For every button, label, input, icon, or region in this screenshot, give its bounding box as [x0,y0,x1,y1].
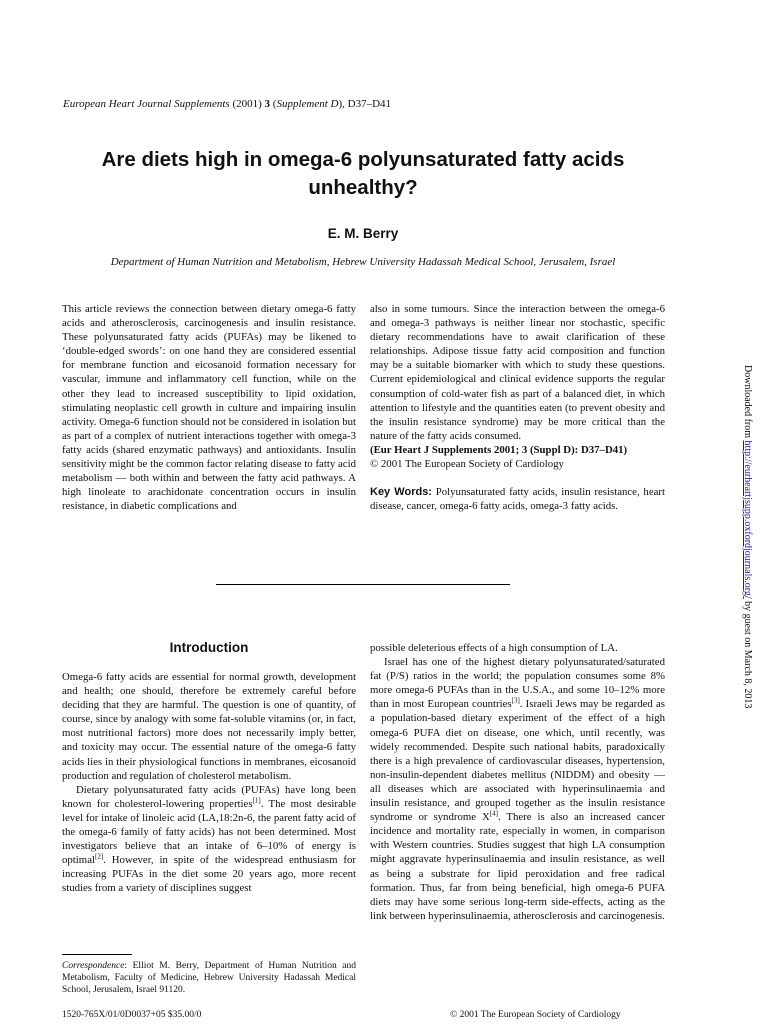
intro-p4-part-a: Israel has one of the highest dietary polyunsaturated/saturated fat (P/S) ratios in the world; the population consumes some 8% more omega-6 PUFAs than in the U.S.A., and some 10–12% more than in most European countries [370,656,665,711]
keywords [370,485,665,513]
footer-issn: 1520-765X/01/0D0037+05 $35.00/0 [62,1010,202,1020]
footnote-text: : Elliot M. Berry, Department of Human Nutrition and Metabolism, Faculty of Medicine, Hebrew University Hadassah Medical School, Jerusalem, Israel 91120. [62,961,356,995]
journal-link[interactable]: http://eurheartjsupp.oxfordjournals.org/ [742,440,753,599]
abstract-copyright: © 2001 The European Society of Cardiology [370,458,564,471]
intro-paragraph-4 [370,655,665,923]
intro-paragraph-3: possible deleterious effects of a high consumption of LA. [370,642,618,654]
journal-name: European Heart Journal Supplements [63,98,230,110]
intro-paragraph-1: Omega-6 fatty acids are essential for normal growth, development and health; one should, therefore be extremely careful before deciding that they are harmful. The question is one of quantity, of course, since by analogy with some fat-soluble vitamins (or, in fact, most nutritional factors) more does not necessarily imply better, and toxicity may occur. The essential nature of the omega-6 fatty acids lies in their physiological functions in membranes, eicosanoid production and regulation of cholesterol metabolism. [62,671,356,782]
keywords-label: Key Words: [370,486,432,499]
abstract-right-column [370,302,665,513]
journal-header: European Heart Journal Supplements (2001) 3 (Supplement D), D37–D41 [63,98,392,110]
abstract-citation: (Eur Heart J Supplements 2001; 3 (Suppl D): D37–D41) [370,443,628,456]
section-divider [216,584,510,585]
section-heading-introduction: Introduction [169,640,249,655]
reference-3[interactable]: [3] [511,696,520,705]
intro-p4-part-b: . Israeli Jews may be regarded as a population-based dietary experiment of the effect of a high omega-6 PUFA diet on disease, one which, until recently, was widely recommended. Despite such national habits, paradoxically there is a high prevalence of cardiovascular diseases, hypertension, non-insulin-dependent diabetes mellitus (NIDDM) and obesity — all diseases which are associated with hyperinsulinaemia and insulin resistance, and grouped together as the insulin resistance syndrome or syndrome X [370,698,665,824]
journal-pages: , D37–D41 [342,98,392,110]
journal-supplement: Supplement D [276,98,339,110]
article-author: E. M. Berry [327,226,399,241]
footer-copyright: © 2001 The European Society of Cardiology [450,1010,621,1020]
intro-p4-part-c: . There is also an increased cancer incidence and mortality rate, especially in women, in comparison with Western countries. Studies suggest that high LA consumption might aggravate hyperinsulinaemia and insulin resistance, as well as being a substrate for lipid peroxidation and free radical formation. Thus, far from being beneficial, high omega-6 PUFA diets may have some serious long-term side-effects, acting as the link between hyperinsulinaemia, atherosclerosis and carcinogenesis. [370,811,665,922]
body-right-column [370,641,665,923]
intro-p2-part-c: . However, in spite of the widespread enthusiasm for increasing PUFAs in the diet some 20 years ago, more recent studies from a variety of disciplines suggest [62,854,356,895]
intro-paragraph-2 [62,783,356,896]
download-sidebar [735,365,765,709]
abstract-text-right: also in some tumours. Since the interaction between the omega-6 and omega-3 pathways is neither linear nor stochastic, specific dietary recommendations have to await clarification of these relationships. Adipose tissue fatty acid composition and function may be a suitable biomarker with which to study these questions. Current epidemiological and clinical evidence supports the regular consumption of cold-water fish as part of a balanced diet, in which attention to lifestyle and the quantities eaten (to prevent obesity and the insulin resistance syndrome) may be more critical than the nature of the fatty acids consumed. [370,303,665,442]
footnote-label: Correspondence [62,961,125,971]
download-suffix: by guest on March 8, 2013 [742,598,753,709]
intro-p2-part-a: Dietary polyunsaturated fatty acids (PUFAs) have long been known for cholesterol-lowering properties [62,783,356,810]
reference-2[interactable]: [2] [95,852,104,861]
article-affiliation: Department of Human Nutrition and Metabolism, Hebrew University Hadassah Medical School, Jerusalem, Israel [110,256,616,268]
reference-4[interactable]: [4] [489,809,498,818]
reference-1[interactable]: [1] [252,796,261,805]
download-notice [742,365,753,708]
journal-volume: 3 [264,98,271,110]
footnote-divider [62,954,132,955]
journal-year: (2001) [232,98,262,110]
download-prefix: Downloaded from [742,365,753,441]
intro-p2-part-b: . The most desirable level for intake of linoleic acid (LA,18:2n-6, the parent fatty acid of the omega-6 family of fatty acids) has not been determined. Most investigators believe that an intake of 6–10% of energy is optimal [62,797,356,867]
abstract-left-column [62,302,356,513]
body-left-column [62,670,356,896]
correspondence-footnote [62,960,356,996]
article-title: Are diets high in omega-6 polyunsaturated fatty acids unhealthy? [101,148,625,199]
abstract-text-left: This article reviews the connection between dietary omega-6 fatty acids and atherosclerosis, carcinogenesis and insulin resistance. These polyunsaturated fatty acids (PUFAs) may be likened to ‘double-edged swords’: on one hand they are considered essential for membrane function and eicosanoid formation necessary for vascular, immune and inflammatory cell function, while on the other they lead to increased susceptibility to lipid oxidation, stimulating neoplastic cell growth in culture and impairing insulin activity. Omega-6 function should not be considered in isolation but as part of a complex of nutrient interactions together with omega-3 fatty acids (shared enzymatic pathways) and antioxidants. Insulin sensitivity might be the common factor relating disease to fatty acid metabolism — both within and between the fatty acid pathways. A high linoleate to arachidonate concentration occurs in insulin resistance, in diabetic complications and [62,303,356,513]
keywords-text: Polyunsaturated fatty acids, insulin resistance, heart disease, cancer, omega-6 fatty acids, omega-3 fatty acids. [370,486,666,513]
